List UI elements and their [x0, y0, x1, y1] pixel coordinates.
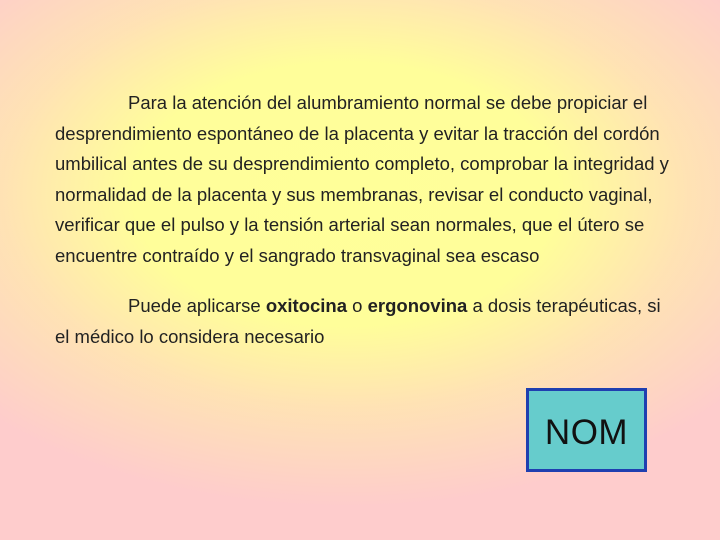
slide-content [55, 88, 680, 352]
paragraph-text-part: a dosis terapéuticas, si el médico lo considera necesario [55, 295, 661, 347]
paragraph-text-part: Puede aplicarse [128, 295, 266, 316]
nom-button-label: NOM [544, 413, 629, 452]
nom-button[interactable] [526, 388, 647, 472]
paragraph-text-part: o [347, 295, 368, 316]
paragraph-medicacion [55, 291, 680, 352]
paragraph-text: Para la atención del alumbramiento normal se debe propiciar el desprendimiento espontáneo de la placenta y evitar la tracción del cordón umbilical antes de su desprendimiento completo, comprobar la integridad y normalidad de la placenta y sus membranas, revisar el conducto vaginal, verificar que el pulso y la tensión arterial sean normales, que el útero se encuentre contraído y el sangrado transvaginal sea escaso [55, 92, 669, 266]
drug-oxitocina: oxitocina [265, 295, 348, 316]
paragraph-alumbramiento [55, 88, 680, 271]
drug-ergonovina: ergonovina [367, 295, 468, 316]
